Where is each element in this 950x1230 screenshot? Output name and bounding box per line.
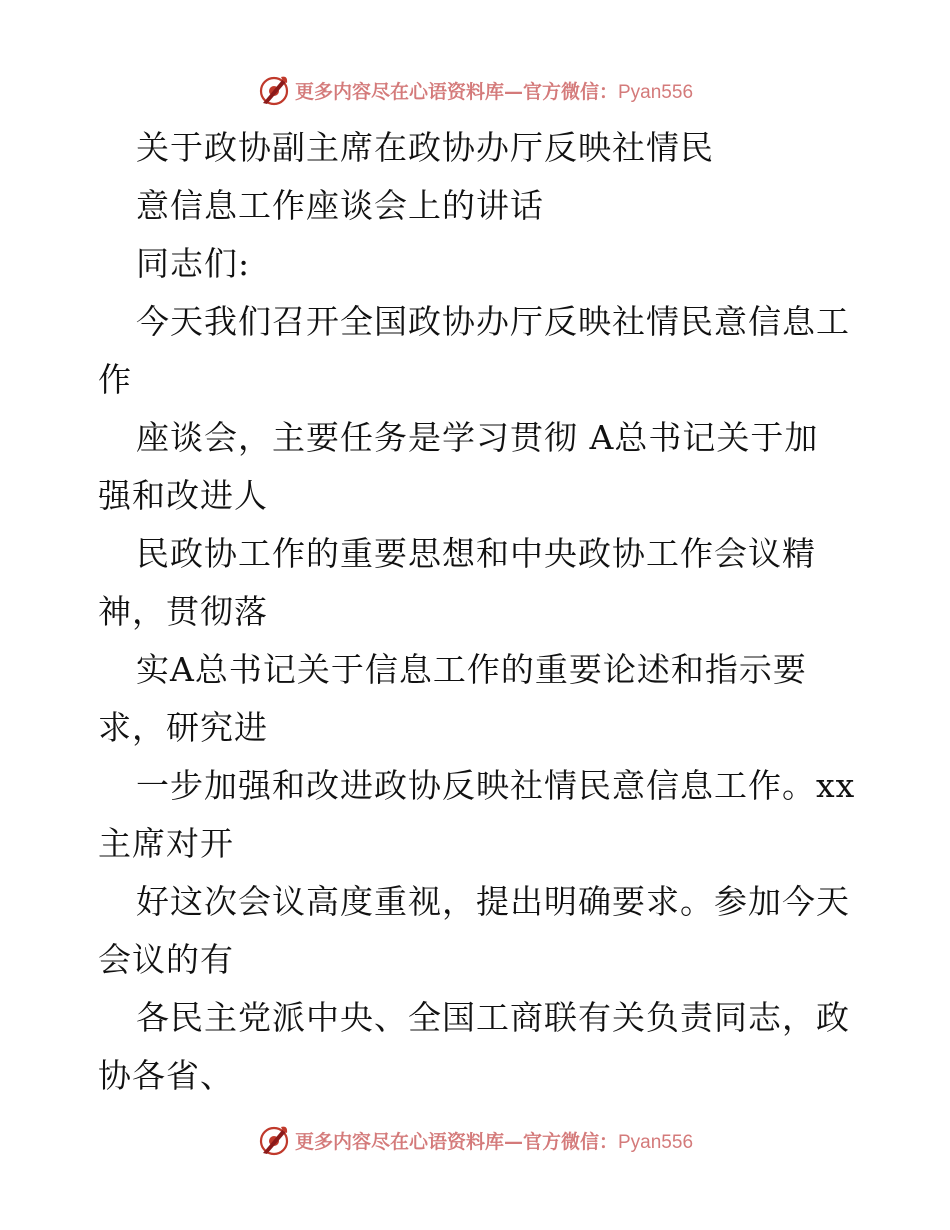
watermark-wechat-label: 官方微信： <box>522 1130 618 1153</box>
text-line: 会议的有 <box>98 940 234 979</box>
header-watermark-banner <box>0 70 950 110</box>
text-line: 神，贯彻落 <box>98 592 268 631</box>
watermark-text <box>295 1127 693 1154</box>
text-line: 各民主党派中央、全国工商联有关负责同志，政 <box>136 998 850 1037</box>
watermark-wechat-label: 官方微信： <box>522 80 618 103</box>
text-line: 主席对开 <box>98 824 234 863</box>
text-line: 作 <box>98 360 132 399</box>
text-line: 实A总书记关于信息工作的重要论述和指示要 <box>136 650 807 689</box>
text-line: 民政协工作的重要思想和中央政协工作会议精 <box>136 534 816 573</box>
text-line: 关于政协副主席在政协办厅反映社情民 <box>136 128 714 167</box>
text-line: 强和改进人 <box>98 476 268 515</box>
text-line: 今天我们召开全国政协办厅反映社情民意信息工 <box>136 302 850 341</box>
text-line: 求，研究进 <box>98 708 268 747</box>
text-line: 座谈会，主要任务是学习贯彻 A总书记关于加 <box>136 418 819 457</box>
text-line: 好这次会议高度重视，提出明确要求。参加今天 <box>136 882 850 921</box>
watermark-text <box>295 77 693 104</box>
text-line: 协各省、 <box>98 1056 234 1095</box>
footer-watermark-banner <box>0 1120 950 1160</box>
text-line: 意信息工作座谈会上的讲话 <box>136 186 544 225</box>
watermark-dash: — <box>503 80 523 103</box>
quill-pen-circle-icon <box>257 73 291 107</box>
text-line: 一步加强和改进政协反映社情民意信息工作。xx <box>136 766 856 805</box>
watermark-wechat-id: Pyan556 <box>618 81 694 103</box>
text-line: 同志们: <box>136 244 251 283</box>
document-body <box>98 119 868 1105</box>
watermark-main-text: 更多内容尽在心语资料库 <box>294 80 504 103</box>
watermark-dash: — <box>503 1130 523 1153</box>
watermark-main-text: 更多内容尽在心语资料库 <box>294 1130 504 1153</box>
quill-pen-circle-icon <box>257 1123 291 1157</box>
watermark-wechat-id: Pyan556 <box>618 1131 694 1153</box>
